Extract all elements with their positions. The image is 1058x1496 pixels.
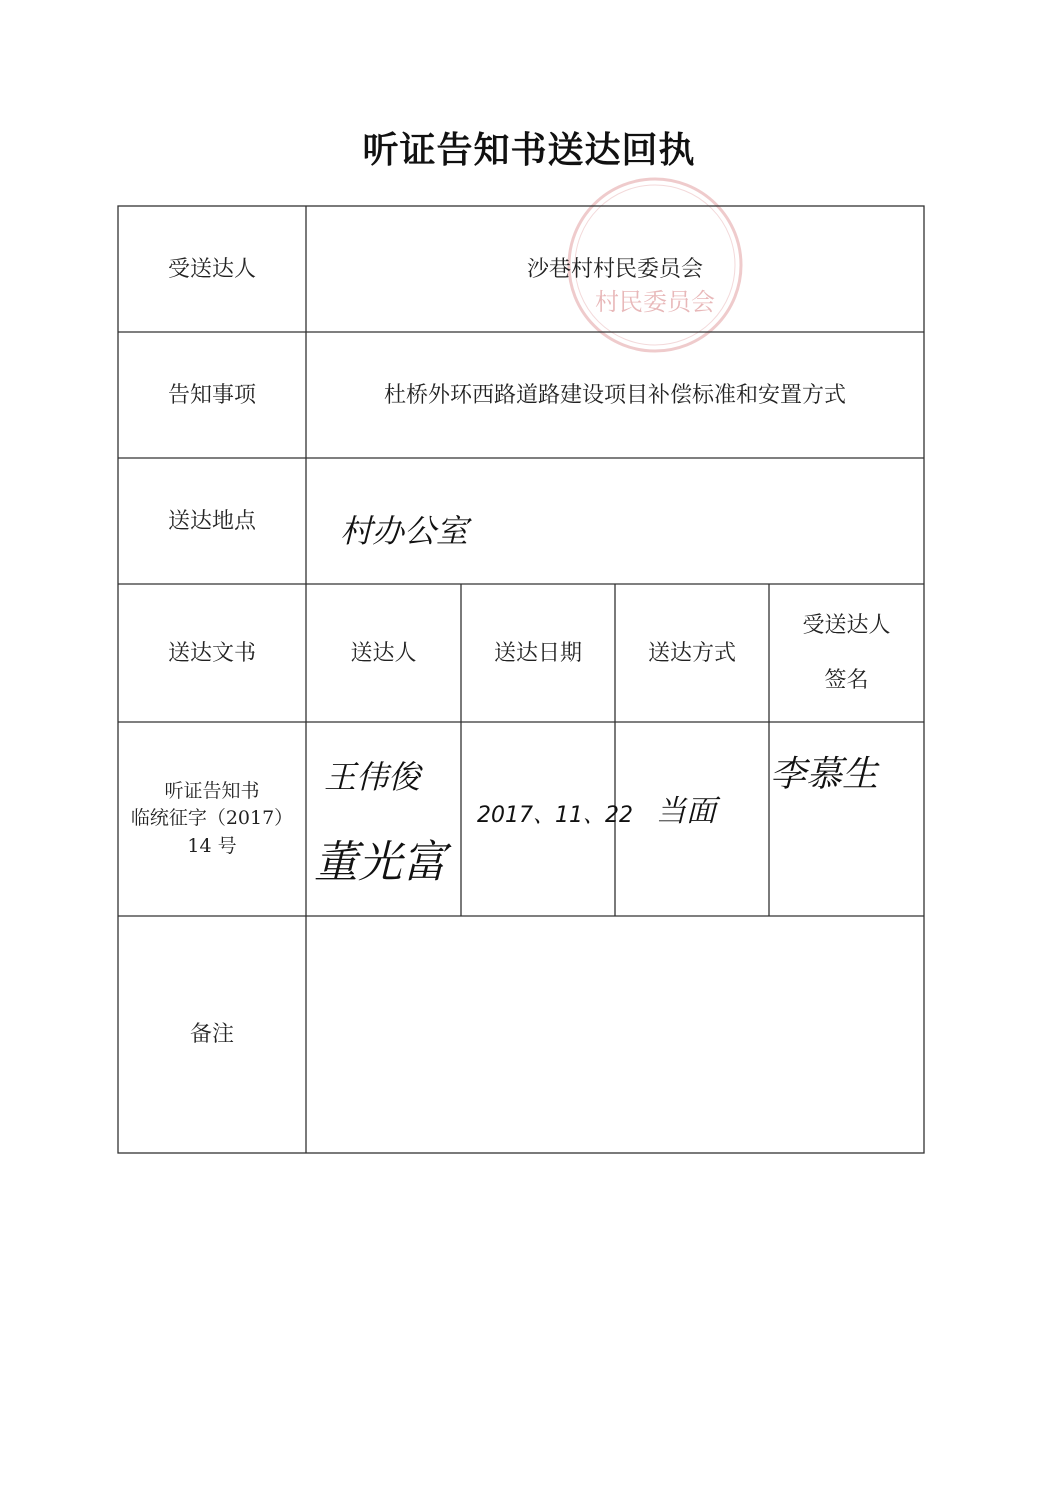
recipient-label: 受送达人 (167, 256, 256, 282)
doc-label: 送达文书 (167, 640, 256, 666)
place-handwritten: 村办公室 (340, 512, 469, 550)
deliverer-signature-1: 王伟俊 (324, 758, 421, 796)
signature-header (769, 584, 924, 722)
recipient-signature: 李慕生 (770, 754, 879, 795)
doc-name-line1: 听证告知书 (164, 779, 260, 802)
method-header: 送达方式 (647, 640, 736, 666)
recipient-value: 沙巷村村民委员会 (526, 256, 703, 282)
deliverer-signature-2: 董光富 (314, 837, 446, 888)
delivery-method-handwritten: 当面 (656, 794, 716, 829)
remarks-value (306, 916, 924, 1153)
remarks-label: 备注 (189, 1022, 234, 1047)
doc-name-cell (118, 722, 306, 916)
doc-name-line3: 14 号 (187, 834, 237, 857)
seal-text: 村民委员会 (595, 288, 715, 316)
matter-label: 告知事项 (167, 382, 256, 408)
date-header: 送达日期 (493, 640, 582, 666)
matter-value: 杜桥外环西路道路建设项目补偿标准和安置方式 (383, 382, 846, 408)
doc-name-line2: 临统征字（2017） (130, 807, 294, 830)
signature-header-line1: 受送达人 (802, 613, 891, 638)
signature-header-line2: 签名 (824, 668, 869, 693)
page-title: 听证告知书送达回执 (362, 129, 696, 171)
deliverer-header: 送达人 (350, 640, 417, 666)
place-label: 送达地点 (167, 508, 256, 534)
delivery-date-handwritten: 2017、11、22 (477, 803, 633, 828)
